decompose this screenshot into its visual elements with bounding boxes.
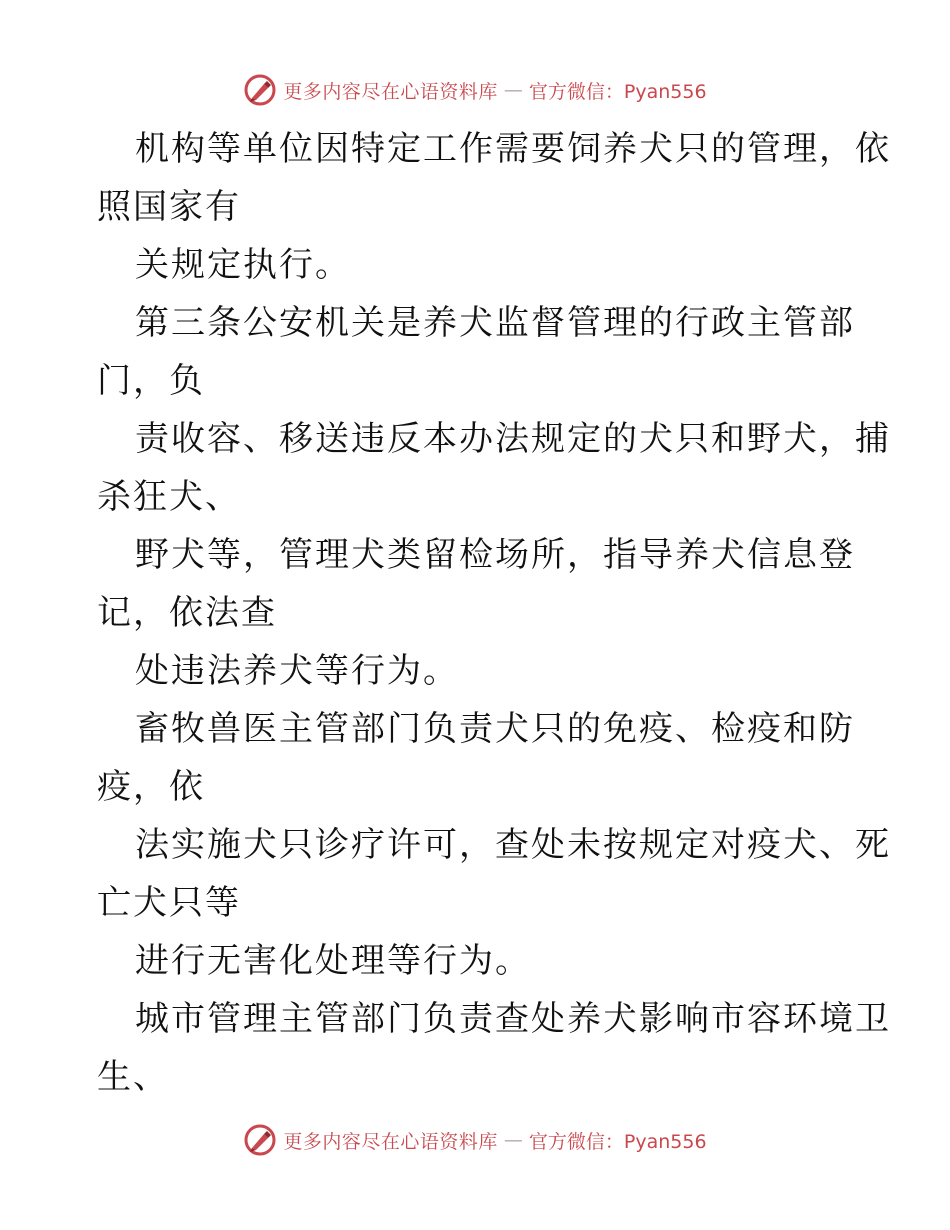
text-line: 机构等单位因特定工作需要饲养犬只的管理，依 bbox=[135, 129, 891, 169]
watermark-separator: — bbox=[503, 1129, 523, 1151]
text-line: 法实施犬只诊疗许可，查处未按规定对疫犬、死 bbox=[135, 825, 891, 865]
document-body bbox=[97, 120, 891, 1106]
text-line: 处违法养犬等行为。 bbox=[135, 651, 459, 691]
text-line: 关规定执行。 bbox=[135, 245, 351, 285]
text-line: 杀狂犬、 bbox=[97, 477, 241, 517]
watermark-text: 更多内容尽在心语资料库 bbox=[283, 80, 498, 103]
pen-logo-icon bbox=[243, 1123, 277, 1157]
pen-logo-icon bbox=[243, 73, 277, 107]
text-line: 亡犬只等 bbox=[97, 883, 241, 923]
text-line: 记，依法查 bbox=[97, 593, 277, 633]
text-line: 生、 bbox=[97, 1057, 169, 1097]
text-line: 门，负 bbox=[97, 361, 205, 401]
watermark-separator: — bbox=[503, 79, 523, 101]
text-line: 野犬等，管理犬类留检场所，指导养犬信息登 bbox=[135, 535, 855, 575]
text-line: 畜牧兽医主管部门负责犬只的免疫、检疫和防 bbox=[135, 709, 855, 749]
text-line: 进行无害化处理等行为。 bbox=[135, 941, 531, 981]
text-line: 第三条公安机关是养犬监督管理的行政主管部 bbox=[135, 303, 855, 343]
header-watermark bbox=[0, 72, 950, 108]
text-line: 城市管理主管部门负责查处养犬影响市容环境卫 bbox=[135, 999, 891, 1039]
watermark-wechat: 官方微信：Pyan556 bbox=[528, 1130, 707, 1153]
watermark-text: 更多内容尽在心语资料库 bbox=[283, 1130, 498, 1153]
text-line: 责收容、移送违反本办法规定的犬只和野犬，捕 bbox=[135, 419, 891, 459]
text-line: 疫，依 bbox=[97, 767, 205, 807]
text-line: 照国家有 bbox=[97, 187, 241, 227]
footer-watermark bbox=[0, 1122, 950, 1158]
watermark-wechat: 官方微信：Pyan556 bbox=[528, 80, 707, 103]
